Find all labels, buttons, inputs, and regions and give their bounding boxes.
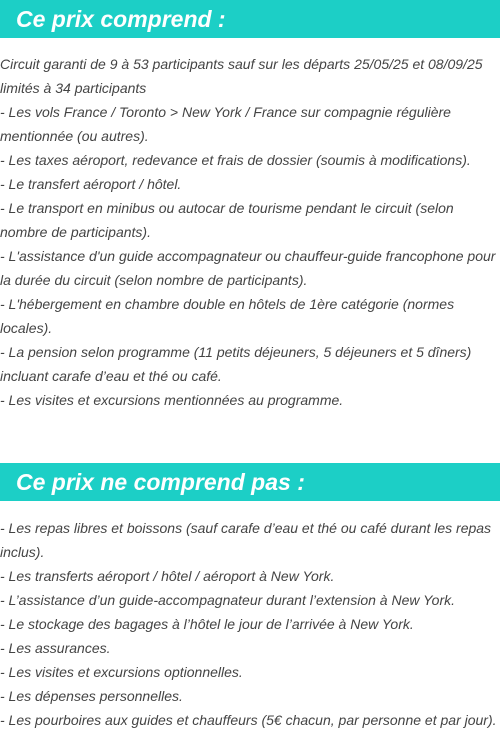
included-line-2: - Les taxes aéroport, redevance et frais de dossier (soumis à modifications). xyxy=(0,152,471,168)
included-line-8: - Les visites et excursions mentionnées au programme. xyxy=(0,392,344,408)
included-line-5: - L'assistance d'un guide accompagnateur ou chauffeur-guide francophone pour la durée du circuit (selon nombre de participants). xyxy=(0,248,496,288)
included-line-4: - Le transport en minibus ou autocar de tourisme pendant le circuit (selon nombre de participants). xyxy=(0,200,454,240)
included-line-6: - L'hébergement en chambre double en hôtels de 1ère catégorie (normes locales). xyxy=(0,296,455,336)
excluded-line-7: - Les pourboires aux guides et chauffeurs (5€ chacun, par personne et par jour). xyxy=(0,712,497,728)
excluded-line-4: - Les assurances. xyxy=(0,640,111,656)
included-list xyxy=(0,52,500,412)
excluded-line-3: - Le stockage des bagages à l’hôtel le jour de l’arrivée à New York. xyxy=(0,616,414,632)
excluded-line-0: - Les repas libres et boissons (sauf carafe d’eau et thé ou café durant les repas inclus). xyxy=(0,520,492,560)
excluded-line-1: - Les transferts aéroport / hôtel / aéroport à New York. xyxy=(0,568,335,584)
excluded-list xyxy=(0,516,500,732)
included-line-1: - Les vols France / Toronto > New York / France sur compagnie régulière mentionnée (ou autres). xyxy=(0,104,451,144)
excluded-line-5: - Les visites et excursions optionnelles. xyxy=(0,664,243,680)
excluded-line-2: - L’assistance d’un guide-accompagnateur durant l’extension à New York. xyxy=(0,592,456,608)
included-line-0: Circuit garanti de 9 à 53 participants sauf sur les départs 25/05/25 et 08/09/25 limités à 34 participants xyxy=(0,56,483,96)
excluded-title-text: Ce prix ne comprend pas : xyxy=(16,469,305,495)
excluded-section-title xyxy=(0,463,500,501)
included-title-text: Ce prix comprend : xyxy=(16,6,226,32)
excluded-line-6: - Les dépenses personnelles. xyxy=(0,688,183,704)
included-line-7: - La pension selon programme (11 petits déjeuners, 5 déjeuners et 5 dîners) incluant carafe d’eau et thé ou café. xyxy=(0,344,472,384)
included-line-3: - Le transfert aéroport / hôtel. xyxy=(0,176,182,192)
included-section-title xyxy=(0,0,500,38)
